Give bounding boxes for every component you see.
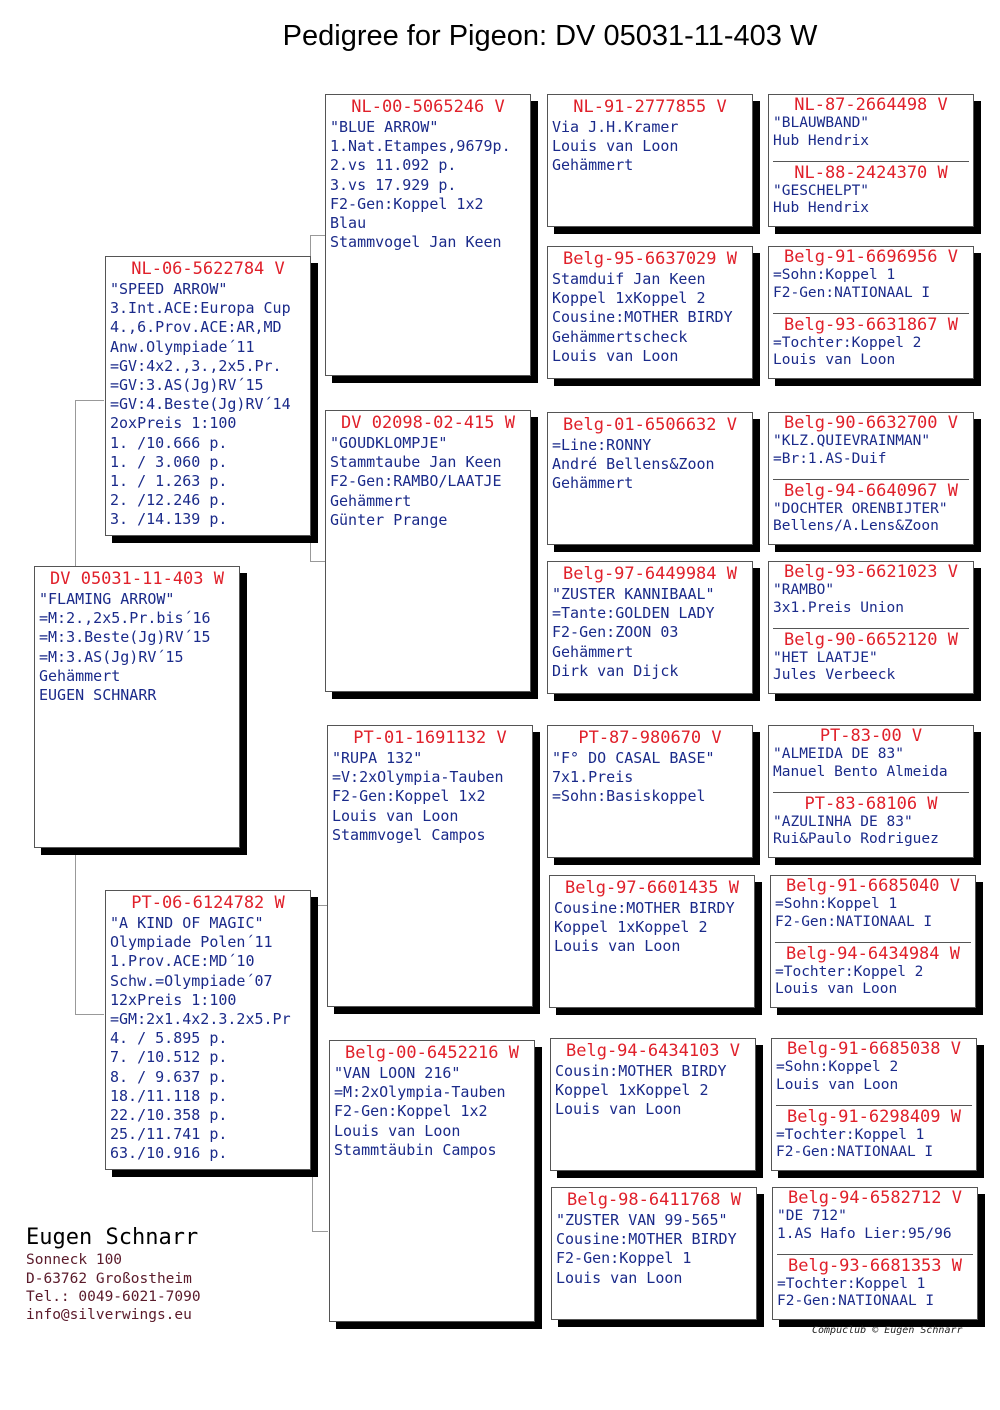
great-great-grandparent-info-line: =Sohn:Koppel 1 <box>773 267 896 283</box>
great-grandparent-ring-number: NL-91-2777855 V <box>573 97 727 117</box>
great-great-grandparent-entry <box>773 726 969 792</box>
great-great-grandparent-card <box>768 725 974 858</box>
great-great-grandparent-info-line: =Tochter:Koppel 1 <box>776 1126 925 1143</box>
grandparent-info-line: F2-Gen:Koppel 1x2 <box>332 787 486 806</box>
parent-info-line: Olympiade Polen´11 <box>110 933 273 952</box>
great-great-grandparent-info-line: Jules Verbeeck <box>773 667 896 683</box>
grandparent-info-line: Günter Prange <box>330 510 448 529</box>
grandparent-info-line: Stammtäubin Campos <box>334 1140 497 1159</box>
grandparent-info-line: Stammvogel Jan Keen <box>330 233 502 252</box>
subject-info-line: =M:2.,2x5.Pr.bis´16 <box>39 609 211 628</box>
great-grandparent-info-line: Cousine:MOTHER BIRDY <box>552 308 733 327</box>
great-grandparent-info-line: Dirk van Dijck <box>552 661 679 680</box>
great-great-grandparent-entry <box>775 876 971 942</box>
great-grandparent-info-line: Louis van Loon <box>552 137 679 156</box>
parent-info-line: "A KIND OF MAGIC" <box>110 914 264 932</box>
great-great-grandparent-info-line: =Tochter:Koppel 2 <box>773 334 922 351</box>
great-grandparent-info-line: "F° DO CASAL BASE" <box>552 749 715 767</box>
great-great-grandparent-info-line: Manuel Bento Almeida <box>773 763 948 780</box>
great-great-grandparent-info-line: =Tochter:Koppel 1 <box>777 1275 926 1292</box>
parent-info-line: 4. / 5.895 p. <box>110 1029 228 1048</box>
parent-info-line: 1. / 3.060 p. <box>110 452 228 471</box>
grandparent-info-line: "BLUE ARROW" <box>330 118 439 136</box>
great-grandparent-info-line: F2-Gen:ZOON 03 <box>552 623 679 642</box>
page-title: Pedigree for Pigeon: DV 05031-11-403 W <box>282 20 818 52</box>
great-grandparent-info-line: Gehämmert <box>552 474 634 493</box>
great-grandparent-info-line: André Bellens&Zoon <box>552 455 715 474</box>
great-great-grandparent-card <box>768 246 974 379</box>
grandparent-info-line: Louis van Loon <box>334 1121 461 1140</box>
great-grandparent-info-line: Stamduif Jan Keen <box>552 270 706 288</box>
great-great-grandparent-ring-number: Belg-90-6652120 W <box>784 629 958 650</box>
parent-info-line: 2oxPreis 1:100 <box>110 414 237 433</box>
parent-info-line: =GV:4.Beste(Jg)RV´14 <box>110 395 291 414</box>
great-great-grandparent-ring-number: NL-87-2664498 V <box>794 95 948 115</box>
great-great-grandparent-ring-number: Belg-91-6685040 V <box>786 876 960 896</box>
parent-info-line: 22./10.358 p. <box>110 1106 228 1125</box>
subject-ring-number: DV 05031-11-403 W <box>50 569 224 589</box>
great-great-grandparent-info-line: Hub Hendrix <box>773 200 870 216</box>
grandparent-info-line: 2.vs 11.092 p. <box>330 156 457 175</box>
grandparent-card <box>329 1040 535 1322</box>
great-grandparent-info-line: Louis van Loon <box>556 1268 683 1287</box>
great-great-grandparent-info-line: "BLAUWBAND" <box>773 115 870 131</box>
connector-line <box>75 846 104 1015</box>
great-grandparent-ring-number: Belg-97-6449984 W <box>563 564 737 584</box>
parent-info-line: 1. / 1.263 p. <box>110 472 228 491</box>
great-great-grandparent-card <box>771 1038 977 1171</box>
great-great-grandparent-ring-number: Belg-90-6632700 V <box>784 413 958 433</box>
great-grandparent-info-line: Via J.H.Kramer <box>552 118 679 136</box>
great-great-grandparent-info-line: "GESCHELPT" <box>773 182 870 199</box>
great-great-grandparent-info-line: 1.AS Hafo Lier:95/96 <box>777 1225 952 1242</box>
great-great-grandparent-ring-number: Belg-91-6685038 V <box>787 1039 961 1059</box>
great-grandparent-info-line: Louis van Loon <box>555 1100 682 1119</box>
great-grandparent-info-line: F2-Gen:Koppel 1 <box>556 1249 692 1268</box>
great-grandparent-ring-number: Belg-98-6411768 W <box>567 1190 741 1210</box>
parent-info-line: 63./10.916 p. <box>110 1144 228 1163</box>
great-great-grandparent-info-line: F2-Gen:NATIONAAL I <box>776 1144 934 1160</box>
great-great-grandparent-entry <box>773 792 969 858</box>
great-grandparent-info-line: Cousine:MOTHER BIRDY <box>556 1230 737 1249</box>
great-great-grandparent-ring-number: Belg-94-6434984 W <box>786 943 960 964</box>
connector-line <box>75 400 104 569</box>
great-grandparent-card <box>547 725 753 858</box>
great-grandparent-info-line: =Line:RONNY <box>552 436 652 454</box>
parent-info-line: 12xPreis 1:100 <box>110 990 237 1009</box>
grandparent-ring-number: PT-01-1691132 V <box>353 728 507 748</box>
great-grandparent-info-line: Louis van Loon <box>554 937 681 956</box>
great-great-grandparent-ring-number: Belg-93-6621023 V <box>784 562 958 582</box>
grandparent-info-line: "VAN LOON 216" <box>334 1064 461 1082</box>
grandparent-card <box>325 94 531 376</box>
grandparent-info-line: "GOUDKLOMPJE" <box>330 434 448 452</box>
great-great-grandparent-entry <box>773 628 969 694</box>
footer-copyright: Compuclub © Eugen Schnarr <box>812 1325 963 1336</box>
subject-info-line: =M:3.AS(Jg)RV´15 <box>39 647 184 666</box>
great-great-grandparent-info-line: 3x1.Preis Union <box>773 599 904 616</box>
grandparent-info-line: 1.Nat.Etampes,9679p. <box>330 137 511 156</box>
parent-card <box>105 256 311 536</box>
grandparent-ring-number: Belg-00-6452216 W <box>345 1043 519 1063</box>
grandparent-info-line: F2-Gen:Koppel 1x2 <box>330 194 484 213</box>
great-great-grandparent-info-line: F2-Gen:NATIONAAL I <box>773 284 931 301</box>
grandparent-info-line: F2-Gen:Koppel 1x2 <box>334 1102 488 1121</box>
great-grandparent-info-line: Cousine:MOTHER BIRDY <box>554 899 735 917</box>
breeder-address: Sonneck 100 <box>26 1252 123 1268</box>
great-great-grandparent-entry <box>773 95 969 161</box>
grandparent-ring-number: DV 02098-02-415 W <box>341 413 515 433</box>
great-great-grandparent-ring-number: Belg-94-6640967 W <box>784 480 958 501</box>
great-grandparent-info-line: "ZUSTER KANNIBAAL" <box>552 585 715 603</box>
subject-info-line: Gehämmert <box>39 666 121 685</box>
great-grandparent-info-line: Koppel 1xKoppel 2 <box>552 289 706 308</box>
great-grandparent-ring-number: Belg-95-6637029 W <box>563 249 737 269</box>
connector-line <box>310 235 326 562</box>
parent-info-line: 25./11.741 p. <box>110 1125 228 1144</box>
great-grandparent-info-line: Gehämmert <box>552 642 634 661</box>
parent-info-line: =GV:4x2.,3.,2x5.Pr. <box>110 356 282 375</box>
great-great-grandparent-ring-number: Belg-91-6298409 W <box>787 1106 961 1127</box>
great-great-grandparent-info-line: Hub Hendrix <box>773 132 870 149</box>
grandparent-info-line: Gehämmert <box>330 491 412 510</box>
great-great-grandparent-card <box>768 412 974 545</box>
great-great-grandparent-info-line: "DE 712" <box>777 1208 847 1224</box>
great-great-grandparent-info-line: "AZULINHA DE 83" <box>773 813 913 830</box>
subject-info-line: =M:3.Beste(Jg)RV´15 <box>39 628 211 647</box>
parent-info-line: Schw.=Olympiade´07 <box>110 971 273 990</box>
grandparent-info-line: F2-Gen:RAMBO/LAATJE <box>330 472 502 491</box>
great-grandparent-card <box>547 94 753 227</box>
parent-info-line: "SPEED ARROW" <box>110 280 228 298</box>
connector-line <box>312 905 328 1232</box>
great-grandparent-ring-number: Belg-97-6601435 W <box>565 878 739 898</box>
great-grandparent-card <box>551 1187 757 1320</box>
parent-info-line: 1.Prov.ACE:MD´10 <box>110 952 255 971</box>
great-grandparent-ring-number: Belg-94-6434103 V <box>566 1041 740 1061</box>
great-great-grandparent-info-line: =Sohn:Koppel 2 <box>776 1059 899 1075</box>
great-great-grandparent-info-line: =Br:1.AS-Duif <box>773 450 887 467</box>
great-great-grandparent-entry <box>773 562 969 628</box>
parent-ring-number: NL-06-5622784 V <box>131 259 285 279</box>
great-great-grandparent-entry <box>773 161 969 227</box>
grandparent-info-line: Stammtaube Jan Keen <box>330 453 502 472</box>
grandparent-ring-number: NL-00-5065246 V <box>351 97 505 117</box>
great-grandparent-ring-number: Belg-01-6506632 V <box>563 415 737 435</box>
great-grandparent-info-line: =Sohn:Basiskoppel <box>552 787 706 806</box>
great-grandparent-card <box>547 561 753 694</box>
subject-info-line: EUGEN SCHNARR <box>39 686 157 705</box>
grandparent-info-line: =M:2xOlympia-Tauben <box>334 1083 506 1102</box>
great-grandparent-card <box>550 1038 756 1171</box>
great-great-grandparent-info-line: "DOCHTER ORENBIJTER" <box>773 500 948 517</box>
great-great-grandparent-ring-number: PT-83-68106 W <box>804 793 938 814</box>
great-great-grandparent-entry <box>776 1039 972 1105</box>
great-grandparent-card <box>547 246 753 379</box>
grandparent-info-line: 3.vs 17.929 p. <box>330 175 457 194</box>
great-grandparent-info-line: Cousin:MOTHER BIRDY <box>555 1062 727 1080</box>
parent-card <box>105 890 311 1170</box>
great-great-grandparent-info-line: "KLZ.QUIEVRAINMAN" <box>773 433 931 449</box>
grandparent-info-line: Stammvogel Campos <box>332 825 486 844</box>
great-grandparent-info-line: Gehämmert <box>552 156 634 175</box>
great-great-grandparent-ring-number: PT-83-00 V <box>819 726 923 746</box>
great-great-grandparent-info-line: Louis van Loon <box>776 1076 899 1093</box>
great-great-grandparent-entry <box>773 413 969 479</box>
great-great-grandparent-info-line: "RAMBO" <box>773 582 835 598</box>
great-great-grandparent-entry <box>776 1105 972 1171</box>
great-grandparent-info-line: Louis van Loon <box>552 346 679 365</box>
great-grandparent-info-line: Koppel 1xKoppel 2 <box>554 918 708 937</box>
great-great-grandparent-info-line: =Tochter:Koppel 2 <box>775 963 924 980</box>
subject-info-line: "FLAMING ARROW" <box>39 590 175 608</box>
parent-info-line: Anw.Olympiade´11 <box>110 337 255 356</box>
great-great-grandparent-info-line: =Sohn:Koppel 1 <box>775 896 898 912</box>
parent-info-line: =GM:2x1.4x2.3.2x5.Pr <box>110 1010 291 1029</box>
grandparent-info-line: "RUPA 132" <box>332 749 423 767</box>
great-grandparent-ring-number: PT-87-980670 V <box>578 728 722 748</box>
subject-card <box>34 566 240 848</box>
great-grandparent-info-line: Gehämmertscheck <box>552 327 688 346</box>
parent-info-line: 8. / 9.637 p. <box>110 1067 228 1086</box>
great-great-grandparent-info-line: "HET LAATJE" <box>773 649 878 666</box>
great-great-grandparent-info-line: F2-Gen:NATIONAAL I <box>777 1293 935 1309</box>
great-great-grandparent-info-line: Louis van Loon <box>775 981 898 997</box>
breeder-name: Eugen Schnarr <box>26 1225 199 1250</box>
great-grandparent-info-line: Koppel 1xKoppel 2 <box>555 1081 709 1100</box>
great-great-grandparent-info-line: "ALMEIDA DE 83" <box>773 746 904 762</box>
great-great-grandparent-ring-number: Belg-93-6681353 W <box>788 1255 962 1276</box>
great-great-grandparent-entry <box>773 247 969 313</box>
great-great-grandparent-card <box>768 94 974 227</box>
great-grandparent-info-line: 7x1.Preis <box>552 768 634 787</box>
great-great-grandparent-info-line: F2-Gen:NATIONAAL I <box>775 913 933 930</box>
grandparent-info-line: Louis van Loon <box>332 806 459 825</box>
grandparent-info-line: =V:2xOlympia-Tauben <box>332 768 504 787</box>
breeder-city: D-63762 Großostheim <box>26 1271 192 1287</box>
great-great-grandparent-card <box>772 1187 978 1320</box>
parent-info-line: 7. /10.512 p. <box>110 1048 228 1067</box>
great-grandparent-card <box>547 412 753 545</box>
great-great-grandparent-entry <box>773 313 969 379</box>
great-great-grandparent-info-line: Louis van Loon <box>773 352 896 368</box>
great-grandparent-card <box>549 875 755 1008</box>
great-great-grandparent-ring-number: Belg-93-6631867 W <box>784 314 958 335</box>
parent-info-line: 3. /14.139 p. <box>110 510 228 529</box>
parent-info-line: 1. /10.666 p. <box>110 433 228 452</box>
great-great-grandparent-entry <box>777 1188 973 1254</box>
parent-info-line: 4.,6.Prov.ACE:AR,MD <box>110 318 282 337</box>
great-grandparent-info-line: =Tante:GOLDEN LADY <box>552 604 715 623</box>
great-great-grandparent-ring-number: Belg-91-6696956 V <box>784 247 958 267</box>
great-great-grandparent-entry <box>775 942 971 1008</box>
great-great-grandparent-info-line: Rui&Paulo Rodriguez <box>773 831 939 847</box>
great-great-grandparent-info-line: Bellens/A.Lens&Zoon <box>773 518 939 534</box>
parent-ring-number: PT-06-6124782 W <box>131 893 285 913</box>
great-great-grandparent-ring-number: NL-88-2424370 W <box>794 162 948 183</box>
parent-info-line: 3.Int.ACE:Europa Cup <box>110 299 291 318</box>
great-grandparent-info-line: "ZUSTER VAN 99-565" <box>556 1211 728 1229</box>
grandparent-card <box>325 410 531 692</box>
parent-info-line: =GV:3.AS(Jg)RV´15 <box>110 376 264 395</box>
great-great-grandparent-card <box>770 875 976 1008</box>
breeder-phone: Tel.: 0049-6021-7090 <box>26 1289 201 1305</box>
parent-info-line: 18./11.118 p. <box>110 1086 228 1105</box>
great-great-grandparent-entry <box>773 479 969 545</box>
great-great-grandparent-entry <box>777 1254 973 1320</box>
great-great-grandparent-ring-number: Belg-94-6582712 V <box>788 1188 962 1208</box>
grandparent-info-line: Blau <box>330 214 367 233</box>
great-great-grandparent-card <box>768 561 974 694</box>
grandparent-card <box>327 725 533 1007</box>
breeder-email: info@silverwings.eu <box>26 1307 192 1323</box>
parent-info-line: 2. /12.246 p. <box>110 491 228 510</box>
